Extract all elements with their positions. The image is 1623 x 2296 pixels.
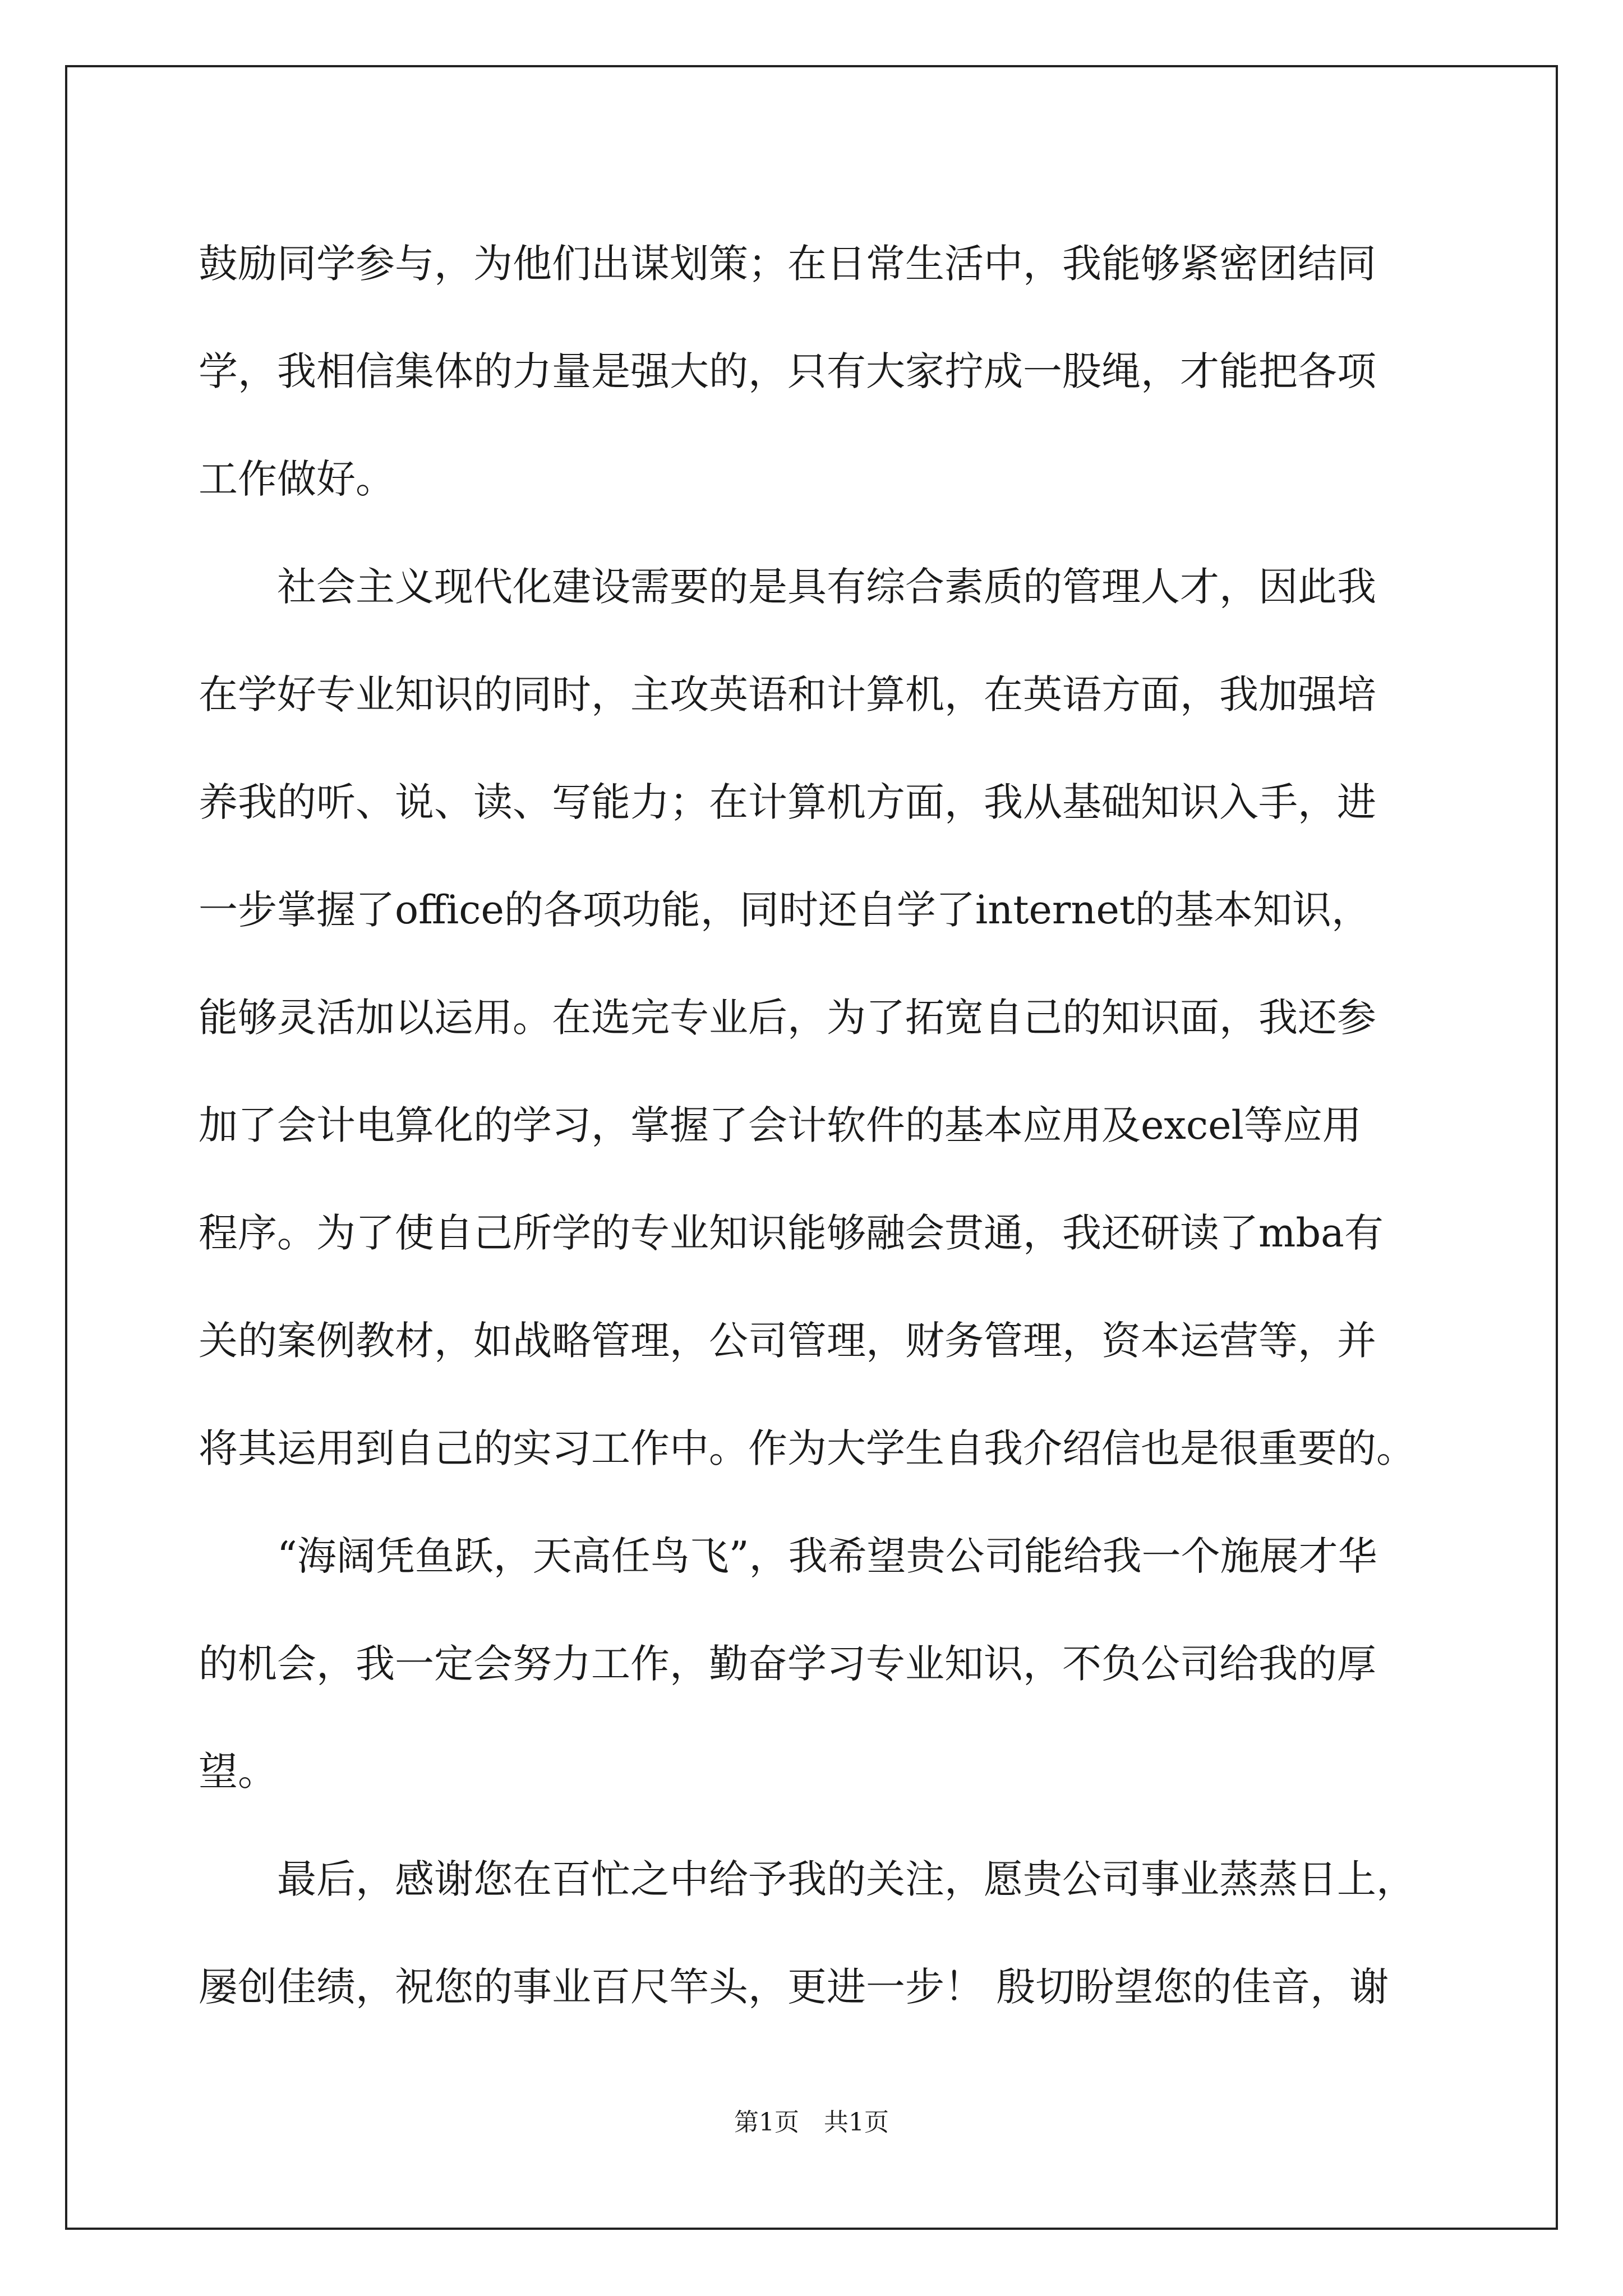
text-line: 望。 [199, 1749, 277, 1795]
text-line: “海阔凭鱼跃，天高任鸟飞”，我希望贵公司能给我一个施展才华 [199, 1533, 1377, 1579]
page-footer: 第1页 共1页 [734, 2108, 889, 2137]
document-body [199, 210, 1430, 2041]
text-line: 的机会，我一定会努力工作，勤奋学习专业知识，不负公司给我的厚 [199, 1641, 1376, 1687]
text-line: 关的案例教材，如战略管理，公司管理，财务管理，资本运营等，并 [199, 1318, 1376, 1364]
text-line: 将其运用到自己的实习工作中。作为大学生自我介绍信也是很重要的。 [199, 1425, 1415, 1471]
text-line: 养我的听、说、读、写能力；在计算机方面，我从基础知识入手，进 [199, 779, 1376, 825]
text-line: 最后，感谢您在百忙之中给予我的关注，愿贵公司事业蒸蒸日上， [199, 1856, 1415, 1902]
text-line: 屡创佳绩，祝您的事业百尺竿头，更进一步！ 殷切盼望您的佳音，谢 [199, 1964, 1389, 2010]
text-line: 工作做好。 [199, 456, 395, 502]
text-line: 在学好专业知识的同时，主攻英语和计算机，在英语方面，我加强培 [199, 671, 1376, 717]
text-line: 鼓励同学参与，为他们出谋划策；在日常生活中，我能够紧密团结同 [199, 241, 1376, 287]
text-line: 加了会计电算化的学习，掌握了会计软件的基本应用及excel等应用 [199, 1102, 1362, 1148]
text-line: 学，我相信集体的力量是强大的，只有大家拧成一股绳，才能把各项 [199, 348, 1376, 394]
text-line: 一步掌握了office的各项功能，同时还自学了internet的基本知识， [199, 887, 1371, 933]
text-line: 程序。为了使自己所学的专业知识能够融会贯通，我还研读了mba有 [199, 1210, 1384, 1256]
text-line: 能够灵活加以运用。在选完专业后，为了拓宽自己的知识面，我还参 [199, 995, 1376, 1041]
text-line: 社会主义现代化建设需要的是具有综合素质的管理人才，因此我 [199, 564, 1376, 610]
